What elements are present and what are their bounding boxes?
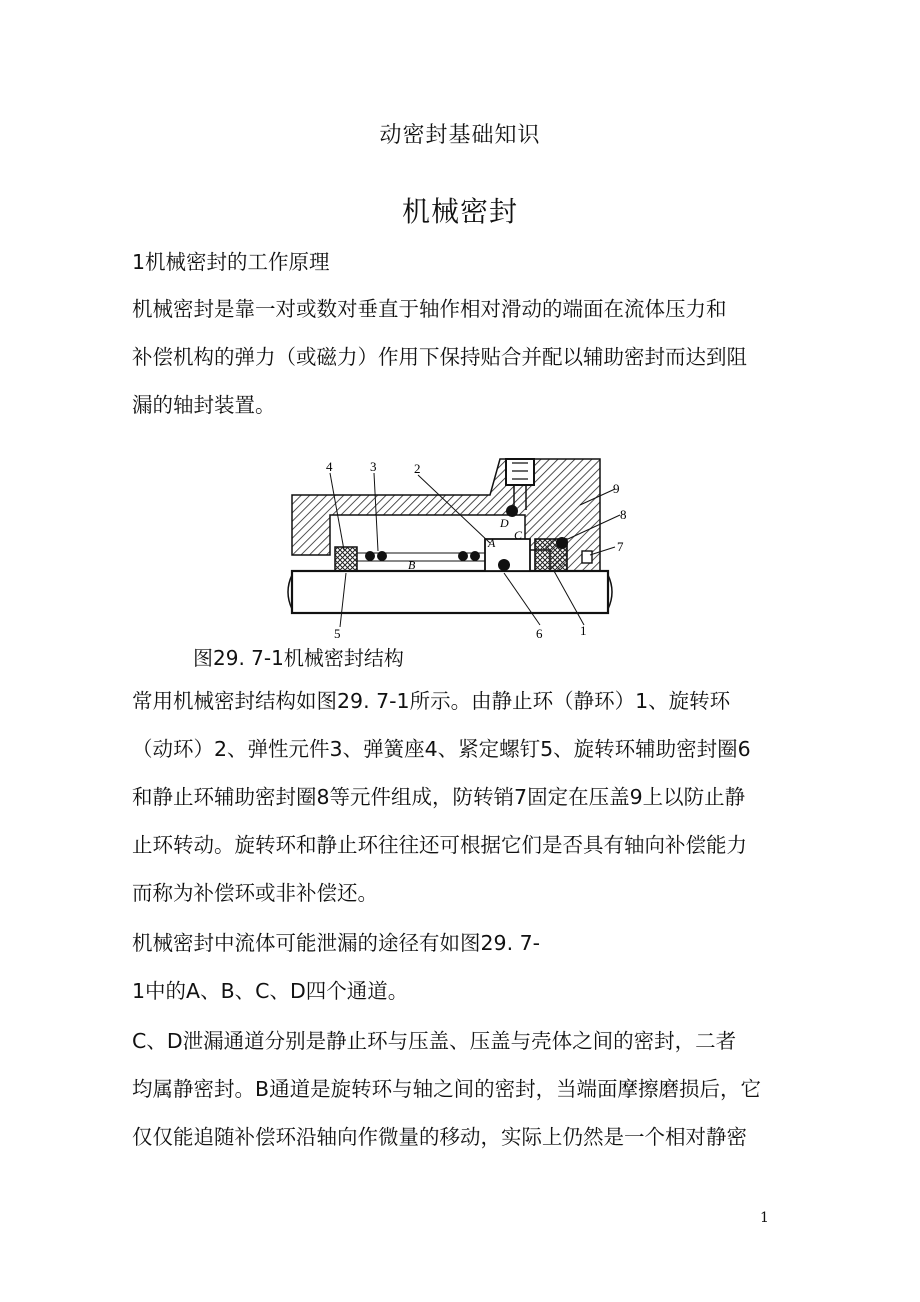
paragraph-line: 止环转动。旋转环和静止环往往还可根据它们是否具有轴向补偿能力	[132, 833, 747, 857]
figure-label: B	[408, 558, 416, 572]
figure-label: 2	[414, 461, 421, 476]
figure-label: D	[500, 516, 509, 530]
spring-seat	[335, 547, 357, 571]
paragraph-line: 而称为补偿环或非补偿还。	[132, 881, 378, 905]
figure-label: 8	[620, 507, 627, 522]
paragraph-line: 和静止环辅助密封圈8等元件组成，防转销7固定在压盖9上以防止静	[132, 785, 746, 809]
paragraph-line: 仅仅能追随补偿环沿轴向作微量的移动，实际上仍然是一个相对静密	[132, 1125, 747, 1149]
figure-label: C	[514, 528, 523, 542]
mechanical-seal-figure	[290, 455, 627, 641]
paragraph-line: 常用机械密封结构如图29. 7-1所示。由静止环（静环）1、旋转环	[132, 689, 731, 713]
paragraph-line: 均属静密封。B通道是旋转环与轴之间的密封，当端面摩擦磨损后，它	[132, 1077, 762, 1101]
figure-label: 4	[326, 459, 333, 474]
paragraph-line: 机械密封是靠一对或数对垂直于轴作相对滑动的端面在流体压力和	[132, 297, 727, 321]
figure-label: 7	[617, 539, 624, 554]
paragraph-line: 漏的轴封装置。	[132, 393, 276, 417]
paragraph-line: 1中的A、B、C、D四个通道。	[132, 979, 409, 1003]
paragraph-line: 机械密封中流体可能泄漏的途径有如图29. 7-	[132, 931, 541, 955]
subheading: 1机械密封的工作原理	[132, 250, 330, 274]
figure-label: A	[488, 536, 496, 550]
figure-label: 9	[613, 481, 620, 496]
figure-label: 3	[370, 459, 377, 474]
figure-label: 6	[536, 626, 543, 641]
figure-caption: 图29. 7-1机械密封结构	[193, 646, 404, 670]
page-number: 1	[760, 1210, 769, 1226]
paragraph-line: 补偿机构的弹力（或磁力）作用下保持贴合并配以辅助密封而达到阻	[132, 345, 747, 369]
paragraph-line: C、D泄漏通道分别是静止环与压盖、压盖与壳体之间的密封，二者	[132, 1029, 737, 1053]
shaft	[292, 571, 608, 613]
document-title: 动密封基础知识	[379, 123, 541, 148]
figure-label: 1	[580, 623, 587, 638]
paragraph-line: （动环）2、弹性元件3、弹簧座4、紧定螺钉5、旋转环辅助密封圈6	[132, 737, 751, 761]
figure-label: 5	[334, 626, 341, 641]
section-title: 机械密封	[401, 195, 518, 228]
